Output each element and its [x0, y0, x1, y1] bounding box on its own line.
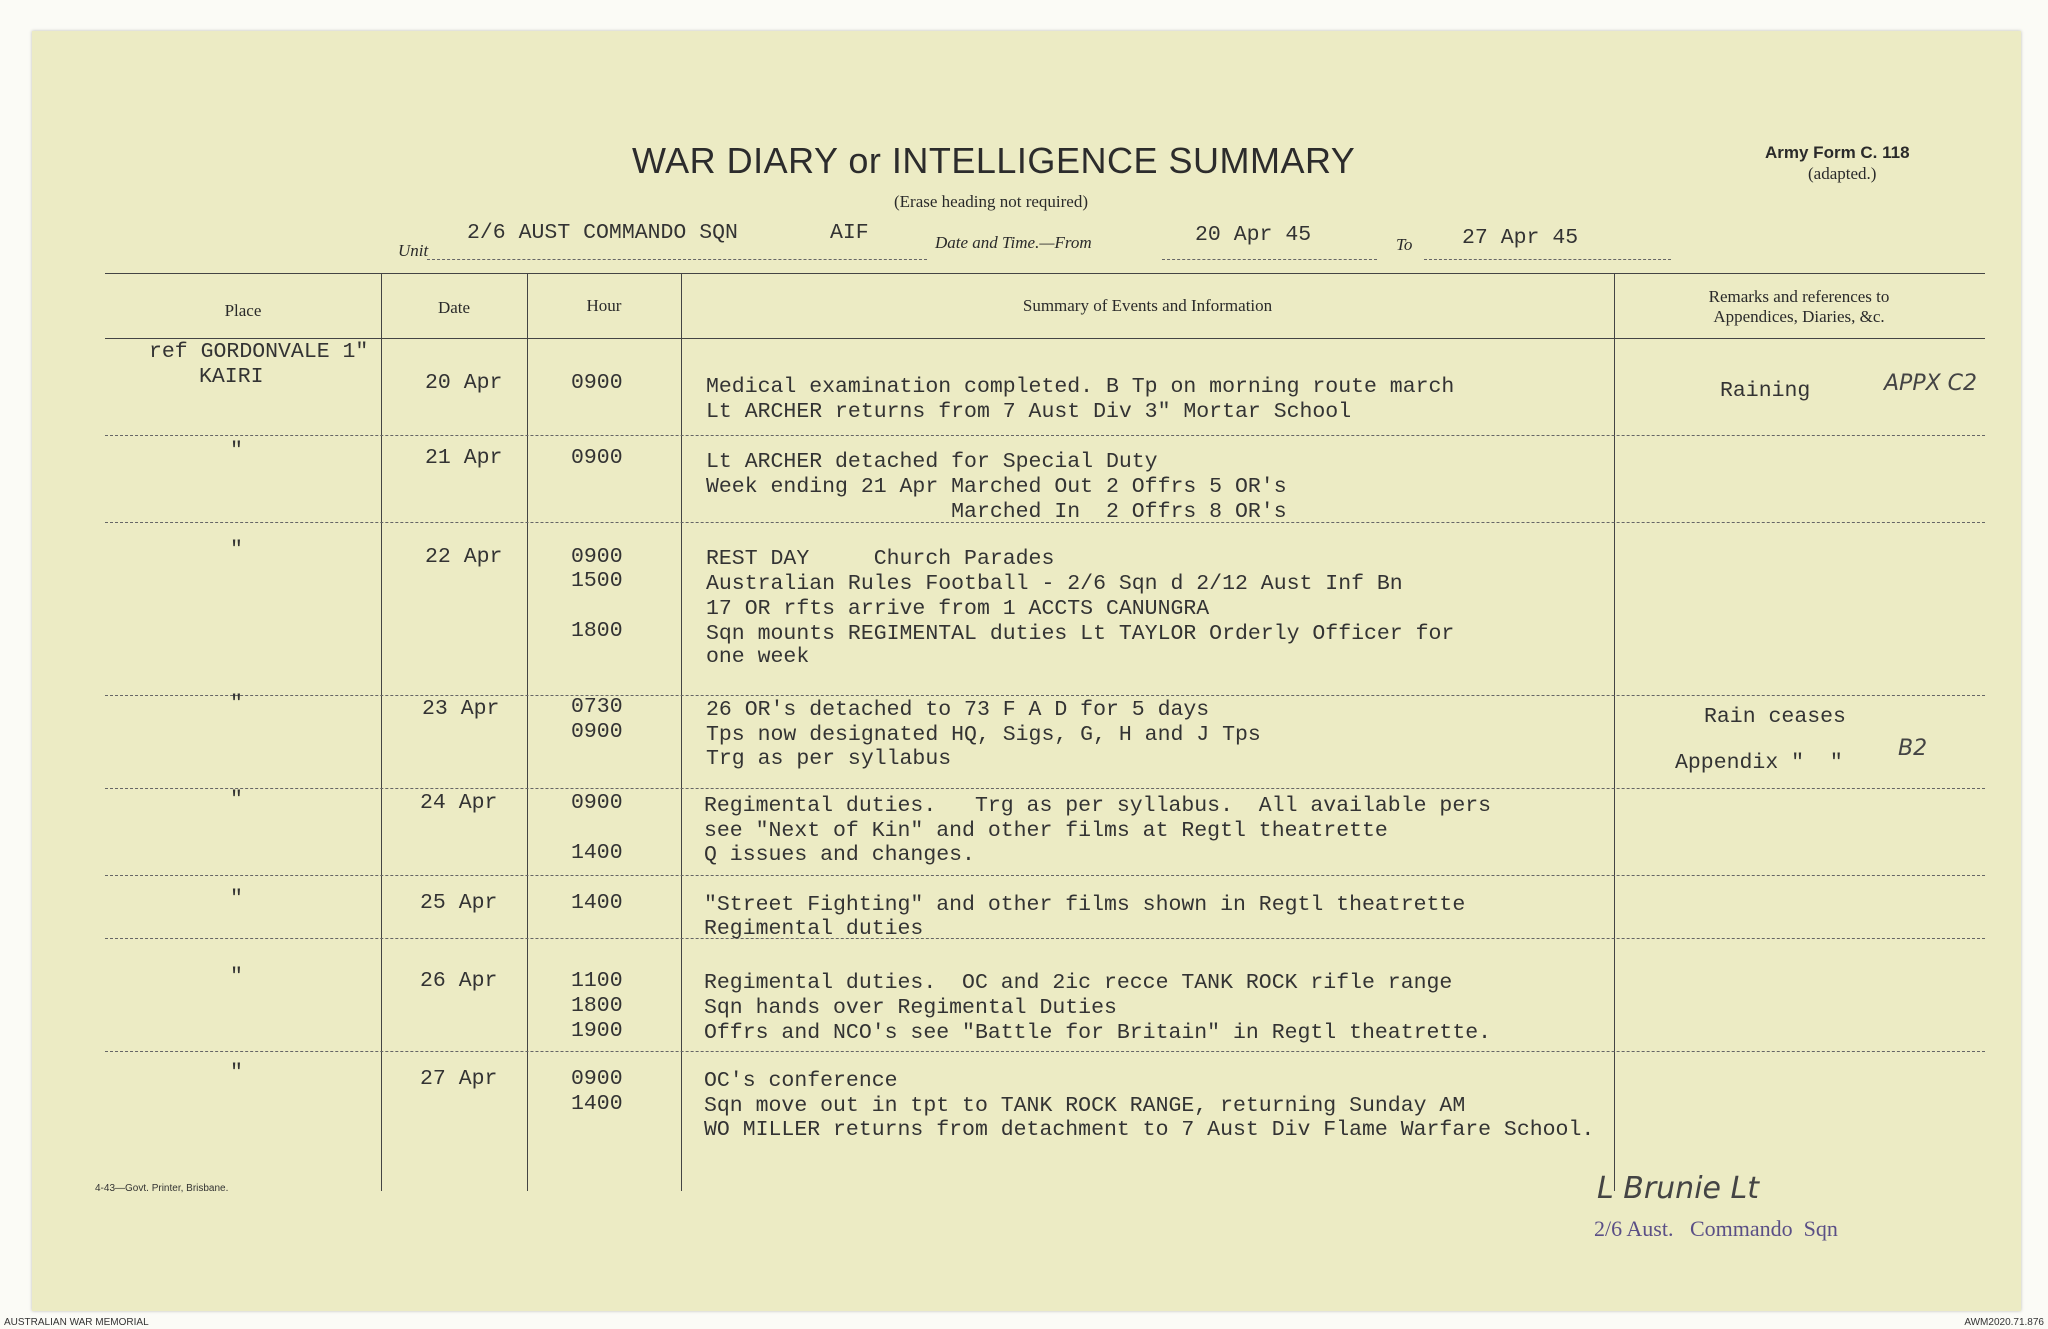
row-3-line-3: 17 OR rfts arrive from 1 ACCTS CANUNGRA [706, 597, 1210, 621]
printer-note: 4-43—Govt. Printer, Brisbane. [95, 1183, 229, 1194]
row-5-date: 24 Apr [420, 791, 498, 815]
row-3-place: " [230, 538, 243, 562]
row-3-hour-4: 1800 [571, 619, 623, 643]
unit-label: Unit [398, 241, 429, 260]
row-7-line-2: Sqn hands over Regimental Duties [704, 996, 1117, 1020]
col-header-remarks-line1: Remarks and references to [1708, 287, 1890, 306]
row-4-line-1: 26 OR's detached to 73 F A D for 5 days [706, 698, 1210, 722]
row-1-place: ref GORDONVALE 1" [149, 340, 369, 364]
date-from-label: Date and Time.—From [935, 233, 1092, 252]
row-2-line-3: Marched In 2 Offrs 8 OR's [706, 500, 1287, 524]
row-7-line-1: Regimental duties. OC and 2ic recce TANK ROCK rifle range [704, 971, 1453, 995]
row-1-date: 20 Apr [425, 371, 503, 395]
col-header-date: Date [437, 298, 471, 317]
unit-value: 2/6 AUST COMMANDO SQN [467, 221, 738, 245]
date-to-label: To [1396, 235, 1413, 254]
row-4-remarks-note: B2 [1898, 736, 1928, 761]
row-5-line-1: Regimental duties. Trg as per syllabus. All available pers [704, 794, 1492, 818]
row-3-line-1: REST DAY Church Parades [706, 547, 1055, 571]
army-form-label: Army Form C. 118 [1765, 143, 1910, 162]
signature: L Brunie Lt [1597, 1171, 1759, 1206]
row-4-remarks: Rain ceases [1704, 705, 1846, 729]
row-8-date: 27 Apr [420, 1067, 498, 1091]
row-2-place: " [230, 439, 243, 463]
row-5-place: " [230, 788, 243, 812]
unit-stamp: 2/6 Aust. Commando Sqn [1594, 1216, 1838, 1241]
row-2-hour: 0900 [571, 446, 623, 470]
row-4-line-2: Tps now designated HQ, Sigs, G, H and J Tps [706, 723, 1261, 747]
row-8-line-3: WO MILLER returns from detachment to 7 Aust Div Flame Warfare School. [704, 1118, 1595, 1142]
row-5-hour-1: 0900 [571, 791, 623, 815]
row-7-line-3: Offrs and NCO's see "Battle for Britain" in Regtl theatrette. [704, 1021, 1492, 1045]
date-from-value: 20 Apr 45 [1195, 223, 1312, 247]
col-header-hour: Hour [586, 296, 622, 315]
row-5-line-3: Q issues and changes. [704, 843, 975, 867]
row-7-hour-3: 1900 [571, 1019, 623, 1043]
row-7-hour-1: 1100 [571, 969, 623, 993]
row-3-hour-2: 1500 [571, 569, 623, 593]
document-subtitle: (Erase heading not required) [894, 192, 1088, 211]
row-3-date: 22 Apr [425, 545, 503, 569]
row-4-hour-1: 0730 [571, 695, 623, 719]
row-5-hour-2: 1400 [571, 841, 623, 865]
army-form-adapted: (adapted.) [1808, 164, 1877, 183]
row-2-line-2: Week ending 21 Apr Marched Out 2 Offrs 5 OR's [706, 475, 1287, 499]
col-header-summary: Summary of Events and Information [1022, 296, 1273, 315]
row-4-hour-2: 0900 [571, 720, 623, 744]
row-8-hour-2: 1400 [571, 1092, 623, 1116]
row-4-line-3: Trg as per syllabus [706, 747, 952, 771]
to-dotted-line [1424, 259, 1671, 260]
row-1-place-2: KAIRI [199, 365, 264, 389]
row-3-line-2: Australian Rules Football - 2/6 Sqn d 2/12 Aust Inf Bn [706, 572, 1403, 596]
date-dotted-line [1162, 259, 1377, 260]
row-6-line-1: "Street Fighting" and other films shown in Regtl theatrette [704, 893, 1466, 917]
row-8-hour-1: 0900 [571, 1067, 623, 1091]
row-7-date: 26 Apr [420, 969, 498, 993]
row-3-line-5: one week [706, 645, 810, 669]
row-7-hour-2: 1800 [571, 994, 623, 1018]
row-6-line-2: Regimental duties [704, 917, 924, 941]
credit-right: AWM2020.71.876 [1964, 1317, 2044, 1328]
row-1-hour: 0900 [571, 371, 623, 395]
row-4-place: " [230, 692, 243, 716]
row-7-place: " [230, 965, 243, 989]
document-title: WAR DIARY or INTELLIGENCE SUMMARY [632, 140, 1356, 181]
col-header-remarks-line2: Appendices, Diaries, &c. [1713, 307, 1885, 326]
row-1-remarks-note: APPX C2 [1884, 371, 1978, 396]
row-4-date: 23 Apr [422, 697, 500, 721]
unit-dotted-line [427, 259, 927, 260]
row-4-remarks-2: Appendix " " [1675, 751, 1843, 775]
row-1-remarks: Raining [1720, 379, 1811, 403]
war-diary-sheet [32, 31, 2021, 1311]
col-header-place: Place [224, 301, 262, 320]
row-8-line-2: Sqn move out in tpt to TANK ROCK RANGE, returning Sunday AM [704, 1094, 1466, 1118]
row-5-line-2: see "Next of Kin" and other films at Regtl theatrette [704, 819, 1388, 843]
row-6-hour: 1400 [571, 891, 623, 915]
row-6-date: 25 Apr [420, 891, 498, 915]
row-1-line-2: Lt ARCHER returns from 7 Aust Div 3" Mortar School [706, 400, 1352, 424]
date-to-value: 27 Apr 45 [1462, 226, 1579, 250]
row-2-line-1: Lt ARCHER detached for Special Duty [706, 450, 1158, 474]
credit-left: AUSTRALIAN WAR MEMORIAL [4, 1317, 149, 1328]
row-6-place: " [230, 887, 243, 911]
row-1-line-1: Medical examination completed. B Tp on morning route march [706, 375, 1455, 399]
col-header-remarks [1614, 287, 1984, 327]
row-3-hour-1: 0900 [571, 545, 623, 569]
row-8-place: " [230, 1061, 243, 1085]
row-8-line-1: OC's conference [704, 1069, 898, 1093]
row-2-date: 21 Apr [425, 446, 503, 470]
unit-suffix: AIF [830, 221, 869, 245]
row-3-line-4: Sqn mounts REGIMENTAL duties Lt TAYLOR Orderly Officer for [706, 622, 1455, 646]
